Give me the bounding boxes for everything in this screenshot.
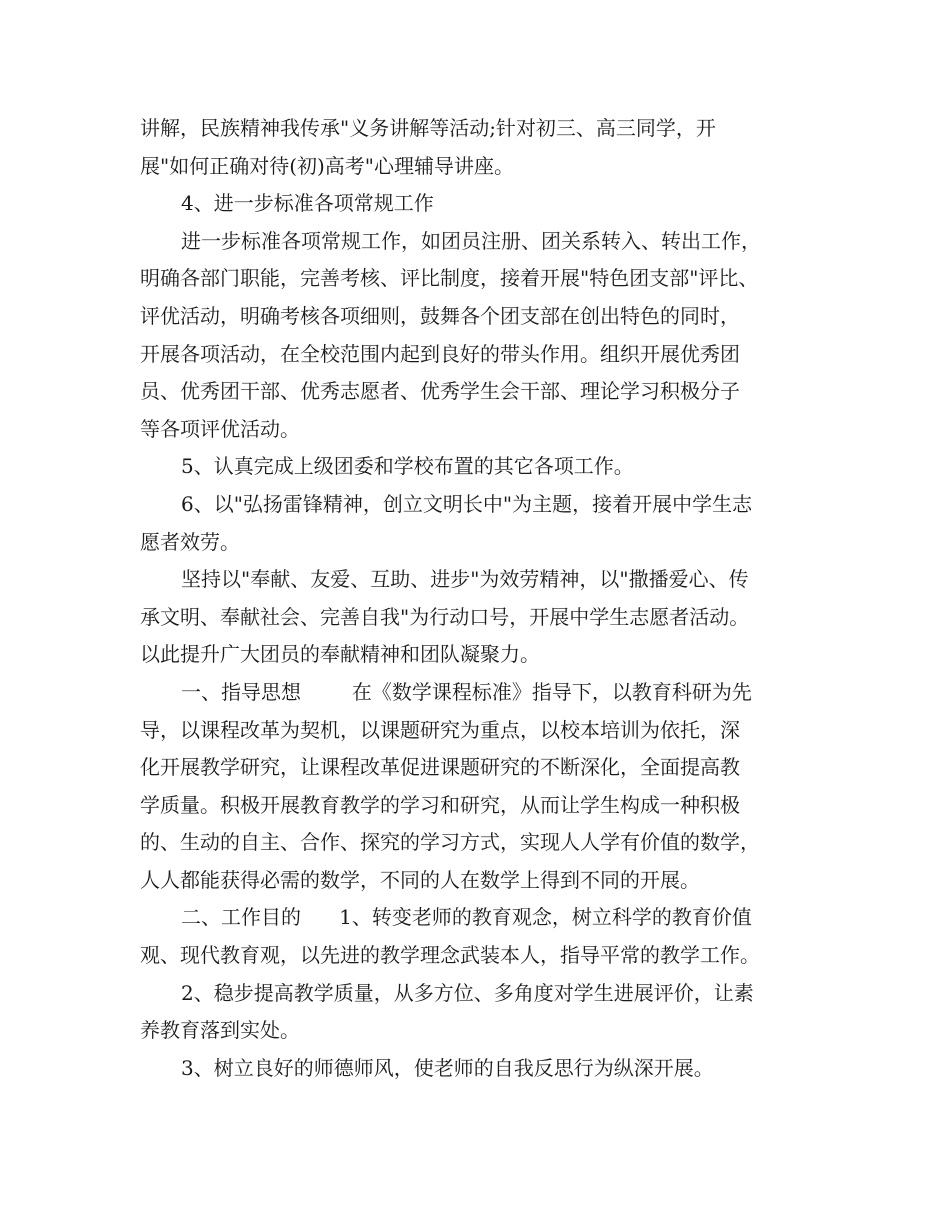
text-line: 员、优秀团干部、优秀志愿者、优秀学生会干部、理论学习积极分子 (140, 379, 740, 404)
text-line: 观、现代教育观，以先进的教学理念武装本人，指导平常的教学工作。 (140, 943, 760, 968)
text-line: 人人都能获得必需的数学，不同的人在数学上得到不同的开展。 (140, 867, 700, 892)
text-line: 进一步标准各项常规工作，如团员注册、团关系转入、转出工作， (181, 228, 761, 253)
text-line: 愿者效劳。 (140, 529, 240, 554)
text-line: 养教育落到实处。 (140, 1018, 300, 1043)
text-line: 坚持以"奉献、友爱、互助、进步"为效劳精神，以"撒播爱心、传 (181, 567, 749, 592)
text-line: 学质量。积极开展教育教学的学习和研究，从而让学生构成一种积极 (140, 792, 740, 817)
text-line: 4、进一步标准各项常规工作 (181, 191, 434, 216)
text-line: 一、指导思想 在《数学课程标准》指导下，以教育科研为先 (181, 679, 752, 704)
text-line: 等各项评优活动。 (140, 416, 300, 441)
text-line: 导，以课程改革为契机，以课题研究为重点，以校本培训为依托，深 (140, 717, 740, 742)
text-line: 6、以"弘扬雷锋精神，创立文明长中"为主题，接着开展中学生志 (181, 491, 753, 516)
document-body (140, 110, 820, 1087)
text-line: 5、认真完成上级团委和学校布置的其它各项工作。 (181, 454, 634, 479)
text-line: 的、生动的自主、合作、探究的学习方式，实现人人学有价值的数学， (140, 830, 760, 855)
text-line: 承文明、奉献社会、完善自我"为行动口号，开展中学生志愿者活动。 (140, 604, 750, 629)
text-line: 3、树立良好的师德师风，使老师的自我反思行为纵深开展。 (181, 1055, 714, 1080)
text-line: 化开展教学研究，让课程改革促进课题研究的不断深化，全面提高教 (140, 755, 740, 780)
text-line: 以此提升广大团员的奉献精神和团队凝聚力。 (140, 642, 540, 667)
text-line: 讲解，民族精神我传承"义务讲解等活动;针对初三、高三同学，开 (140, 116, 716, 140)
text-line: 评优活动，明确考核各项细则，鼓舞各个团支部在创出特色的同时， (140, 303, 740, 328)
text-line: 展"如何正确对待(初)高考"心理辅导讲座。 (140, 153, 515, 178)
text-line: 2、稳步提高教学质量，从多方位、多角度对学生进展评价，让素 (181, 980, 754, 1005)
text-line: 开展各项活动，在全校范围内起到良好的带头作用。组织开展优秀团 (140, 341, 740, 366)
text-line: 二、工作目的 1、转变老师的教育观念，树立科学的教育价值 (181, 905, 752, 930)
text-line: 明确各部门职能，完善考核、评比制度，接着开展"特色团支部"评比、 (140, 266, 759, 291)
